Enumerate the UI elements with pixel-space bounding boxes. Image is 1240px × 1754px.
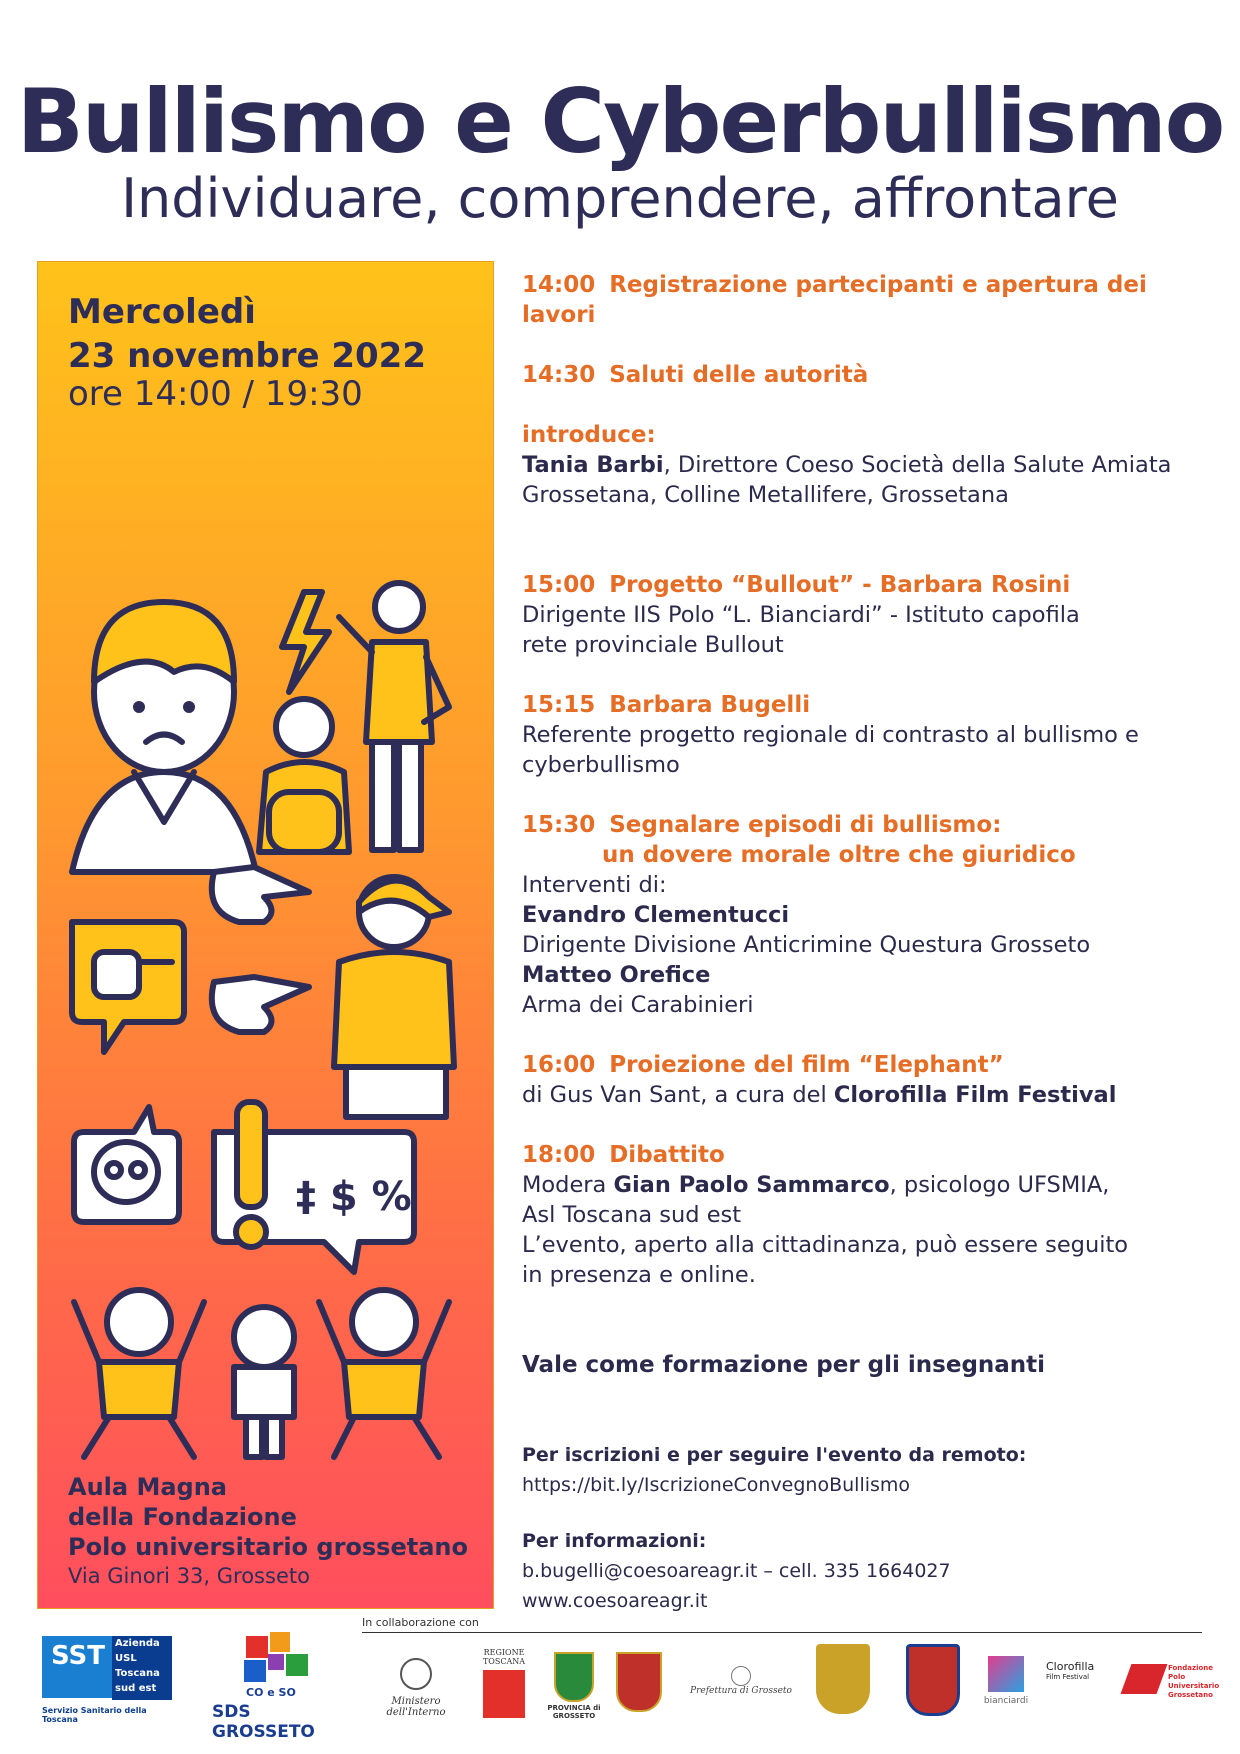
registration-info	[522, 1440, 1212, 1500]
event-info-panel	[38, 262, 493, 1608]
collaboration-label: In collaborazione con	[362, 1616, 479, 1629]
pointing-hand-bubble-icon	[72, 922, 184, 1052]
program-item	[522, 690, 1212, 780]
ministero-interno-logo	[366, 1658, 466, 1728]
pointing-hand-icon-2	[212, 977, 309, 1032]
intro-speaker: Tania Barbi	[522, 452, 664, 478]
speaker-role: Arma dei Carabinieri	[522, 992, 754, 1018]
sds-text: SDS GROSSETO	[212, 1702, 315, 1742]
boy-with-cap-icon	[334, 877, 454, 1117]
bianciardi-text: bianciardi	[983, 1696, 1029, 1706]
emblem-icon	[731, 1666, 751, 1686]
item-description: cyberbullismo	[522, 752, 680, 778]
clorofilla-logo	[1046, 1660, 1116, 1720]
standing-person-icon	[339, 583, 449, 850]
contact-label: Per informazioni:	[522, 1530, 707, 1552]
emblem-icon	[400, 1658, 432, 1690]
program-item	[522, 570, 1212, 660]
item-time: 15:15	[522, 692, 596, 718]
item-description: rete provinciale Bullout	[522, 632, 784, 658]
event-note: in presenza e online.	[522, 1262, 756, 1288]
intro-label: introduce:	[522, 422, 656, 448]
partner-logos	[36, 1630, 1220, 1742]
bullying-illustration	[54, 442, 479, 1462]
item-title: Dibattito	[609, 1142, 725, 1168]
fondazione-text: Polo Universitario	[1168, 1673, 1220, 1690]
pegasus-icon	[483, 1670, 525, 1718]
fondazione-polo-logo	[1126, 1664, 1226, 1714]
page-subtitle: Individuare, comprendere, affrontare	[121, 167, 1119, 230]
item-time: 16:00	[522, 1052, 596, 1078]
speaker-role: Dirigente Divisione Anticrimine Questura Grosseto	[522, 932, 1091, 958]
sst-text: Toscana	[115, 1668, 160, 1679]
program-item	[522, 1050, 1212, 1110]
moderator-role: , psicologo UFSMIA,	[889, 1172, 1110, 1198]
sst-mark: SST	[42, 1636, 114, 1698]
item-title: Registrazione partecipanti e apertura dei lavori	[522, 272, 1147, 328]
page-title: Bullismo e Cyberbullismo	[16, 70, 1224, 173]
crouching-kid-icon	[259, 699, 349, 852]
fondazione-mark-icon	[1121, 1664, 1168, 1694]
item-description: Dirigente IIS Polo “L. Bianciardi” - Istituto capofila	[522, 602, 1080, 628]
crest-icon	[554, 1652, 594, 1702]
event-day: Mercoledì	[68, 292, 256, 332]
moderator-name: Gian Paolo Sammarco	[613, 1172, 890, 1198]
moderator-org: Asl Toscana sud est	[522, 1202, 742, 1228]
pointing-hand-icon	[212, 867, 309, 922]
crest-icon	[616, 1652, 662, 1712]
item-description: di Gus Van Sant, a cura del	[522, 1082, 834, 1108]
program-item	[522, 1140, 1212, 1290]
event-date	[68, 290, 426, 378]
lightning-icon	[282, 592, 329, 692]
regione-toscana-logo	[476, 1648, 532, 1728]
clorofilla-text: Film Festival	[1046, 1673, 1090, 1681]
intro-role: , Direttore Coeso Società della Salute Amiata Grossetana, Colline Metallifere, Grossetana	[522, 452, 1172, 508]
item-title: Saluti delle autorità	[609, 362, 869, 388]
registration-label: Per iscrizioni e per seguire l'evento da remoto:	[522, 1444, 1027, 1466]
sds-grosseto-logo	[206, 1632, 346, 1742]
police-crest-icon	[816, 1644, 870, 1714]
item-description: Interventi di:	[522, 872, 667, 898]
cheering-person-icon	[74, 1290, 204, 1457]
venue-line: della Fondazione	[68, 1503, 297, 1531]
sst-text: USL	[115, 1653, 137, 1664]
fondazione-text: Grossetano	[1168, 1691, 1213, 1699]
sst-logo	[42, 1636, 172, 1722]
carabinieri-crest-icon	[906, 1644, 960, 1716]
fondazione-text: Fondazione	[1168, 1664, 1214, 1672]
bianciardi-logo	[976, 1656, 1036, 1726]
sst-text: Azienda	[115, 1638, 160, 1649]
skull-bubble-icon	[74, 1107, 179, 1222]
venue-name	[68, 1472, 468, 1562]
contact-info	[522, 1526, 1212, 1616]
festival-name: Clorofilla Film Festival	[833, 1082, 1117, 1108]
covering-face-person-icon	[234, 1307, 294, 1457]
prefettura-text: Prefettura di Grosseto	[690, 1686, 792, 1696]
venue-address: Via Ginori 33, Grosseto	[68, 1564, 310, 1588]
event-note: L’evento, aperto alla cittadinanza, può essere seguito	[522, 1232, 1129, 1258]
coeso-text: CO e SO	[246, 1686, 296, 1699]
program-item-intro	[522, 420, 1212, 510]
item-time: 14:00	[522, 272, 596, 298]
carabinieri-logo	[906, 1644, 962, 1724]
comune-crest-logo	[616, 1652, 666, 1722]
item-title: Barbara Bugelli	[609, 692, 811, 718]
provincia-text: PROVINCIA di GROSSETO	[547, 1704, 601, 1720]
item-time: 14:30	[522, 362, 596, 388]
training-note: Vale come formazione per gli insegnanti	[522, 1352, 1046, 1378]
clorofilla-text: Clorofilla	[1046, 1660, 1095, 1673]
insult-symbols: ‡ $ %	[296, 1174, 412, 1220]
program-list	[522, 270, 1212, 1616]
event-time: ore 14:00 / 19:30	[68, 374, 363, 414]
ministero-text: Ministero dell'Interno	[386, 1696, 446, 1718]
item-description: Referente progetto regionale di contrasto al bullismo e	[522, 722, 1139, 748]
program-item	[522, 270, 1212, 330]
cheering-person-icon-2	[319, 1290, 449, 1457]
item-title-cont: un dovere morale oltre che giuridico	[602, 842, 1076, 868]
item-time: 15:30	[522, 812, 596, 838]
sst-text: sud est	[115, 1683, 157, 1694]
speaker-name: Evandro Clementucci	[522, 902, 790, 928]
item-title: Proiezione del film “Elephant”	[609, 1052, 1004, 1078]
venue-line: Polo universitario grossetano	[68, 1533, 468, 1561]
item-title: Progetto “Bullout” - Barbara Rosini	[609, 572, 1071, 598]
contact-website[interactable]: www.coesoareagr.it	[522, 1590, 708, 1612]
speaker-name: Matteo Orefice	[522, 962, 711, 988]
polizia-logo	[816, 1644, 876, 1724]
event-full-date: 23 novembre 2022	[68, 336, 426, 376]
item-time: 15:00	[522, 572, 596, 598]
item-title: Segnalare episodi di bullismo:	[609, 812, 1002, 838]
program-item	[522, 810, 1212, 1020]
item-time: 18:00	[522, 1142, 596, 1168]
sad-boy-icon	[72, 602, 256, 872]
registration-link[interactable]: https://bit.ly/IscrizioneConvegnoBullismo	[522, 1474, 911, 1496]
venue-line: Aula Magna	[68, 1473, 227, 1501]
prefettura-logo	[686, 1666, 796, 1716]
sst-caption: Servizio Sanitario della Toscana	[42, 1706, 147, 1724]
contact-email-phone[interactable]: b.bugelli@coesoareagr.it – cell. 335 1664027	[522, 1560, 951, 1582]
bianciardi-mark-icon	[988, 1656, 1024, 1692]
program-item	[522, 360, 1212, 390]
regione-text: REGIONE TOSCANA	[482, 1648, 526, 1666]
coeso-mark-icon	[236, 1632, 316, 1688]
provincia-grosseto-logo	[546, 1652, 602, 1732]
item-description: Modera	[522, 1172, 614, 1198]
